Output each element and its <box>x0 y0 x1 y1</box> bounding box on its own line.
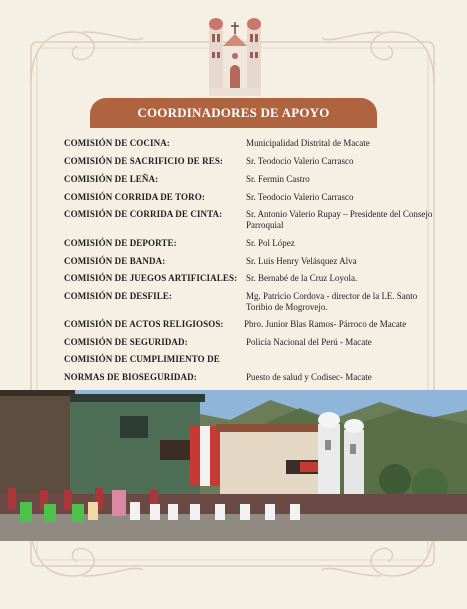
commission-value: Policía Nacional del Perú - Macate <box>246 337 372 347</box>
commission-label: COMISIÓN DE LEÑA: <box>64 174 159 184</box>
commission-value: Sr. Pol López <box>246 238 295 248</box>
commission-value: Sr. Teodocio Valerio Carrasco <box>246 192 354 202</box>
commission-value: Sr. Bernabé de la Cruz Loyola. <box>246 273 358 283</box>
commission-value: Municipalidad Distrital de Macate <box>246 138 370 148</box>
commission-value: Sr. Teodocio Valerio Carrasco <box>246 156 354 166</box>
commission-label: COMISIÓN DE ACTOS RELIGIOSOS: <box>64 319 224 329</box>
commission-value: Pbro. Junior Blas Ramos- Párroco de Macate <box>244 319 407 329</box>
commission-label: COMISIÓN CORRIDA DE TORO: <box>64 192 205 202</box>
commission-label: COMISIÓN DE DESFILE: <box>64 291 173 301</box>
commission-value: Sr. Fermin Castro <box>246 174 310 184</box>
commission-value: Puesto de salud y Codisec- Macate <box>246 372 372 382</box>
commission-label: COMISIÓN DE COCINA: <box>64 138 170 148</box>
commission-label: COMISIÓN DE CUMPLIMIENTO DE <box>64 354 220 364</box>
commission-label: COMISIÓN DE SACRIFICIO DE RES: <box>64 156 224 166</box>
commission-value: Sr. Luis Henry Velásquez Alva <box>246 256 357 266</box>
commission-label: COMISIÓN DE BANDA: <box>64 256 166 266</box>
commission-label: COMISIÓN DE CORRIDA DE CINTA: <box>64 209 223 219</box>
commission-value: Sr. Antonio Valerio Rupay – Presidente del Consejo Parroquial <box>246 209 433 230</box>
section-title: COORDINADORES DE APOYO <box>137 105 330 120</box>
commission-value: Mg. Patricio Cordova - director de la I.E. Santo Toribio de Mogrovejo. <box>246 291 418 312</box>
commission-label: NORMAS DE BIOSEGURIDAD: <box>64 372 197 382</box>
commission-label: COMISIÓN DE DEPORTE: <box>64 238 177 248</box>
commission-label: COMISIÓN DE SEGURIDAD: <box>64 337 188 347</box>
commission-label: COMISIÓN DE JUEGOS ARTIFICIALES: <box>64 273 238 283</box>
town-plaza-photo <box>0 390 467 541</box>
